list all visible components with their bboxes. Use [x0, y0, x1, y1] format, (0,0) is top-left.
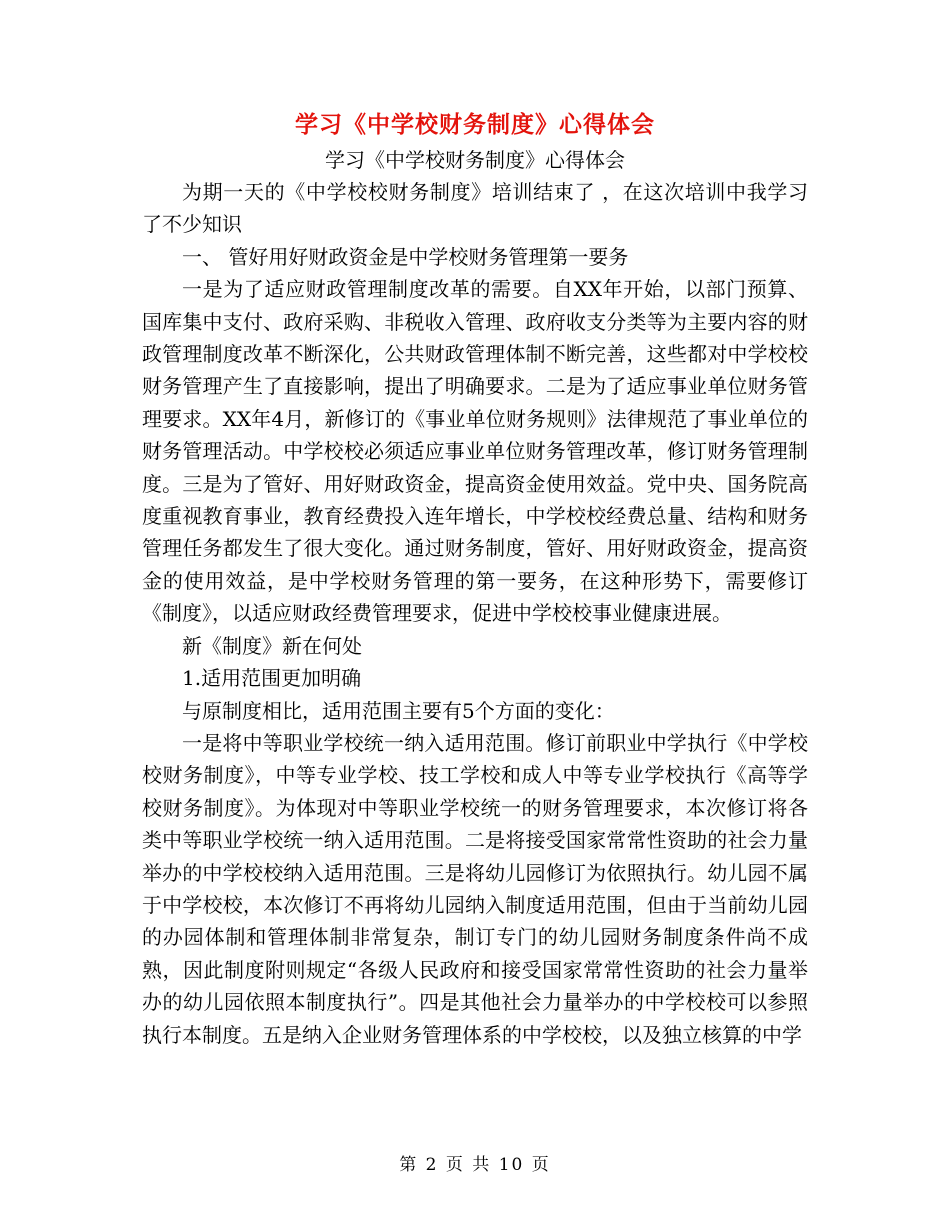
paragraph: 一是为了适应财政管理制度改革的需要。自XX年开始，以部门预算、国库集中支付、政府采购、非税收入管理、政府收支分类等为主要内容的财政管理制度改革不断深化，公共财政管理体制不断完善，这些都对中学校校财务管理产生了直接影响，提出了明确要求。二是为了适应事业单位财务管理要求。XX年4月，新修订的《事业单位财务规则》法律规范了事业单位的财务管理活动。中学校校必须适应事业单位财务管理改革，修订财务管理制度。三是为了管好、用好财政资金，提高资金使用效益。党中央、国务院高度重视教育事业，教育经费投入连年增长，中学校校经费总量、结构和财务管理任务都发生了很大变化。通过财务制度，管好、用好财政资金，提高资金的使用效益，是中学校财务管理的第一要务，在这种形势下，需要修订《制度》，以适应财政经费管理要求，促进中学校校事业健康进展。: [142, 277, 808, 626]
page-number-footer: 第 2 页 共 10 页: [399, 1155, 551, 1175]
paragraph: 与原制度相比，适用范围主要有5个方面的变化：: [182, 698, 615, 723]
subsection-heading: 1.适用范围更加明确: [182, 666, 362, 691]
paragraph: 一是将中等职业学校统一纳入适用范围。修订前职业中学执行《中学校校财务制度》，中等专业学校、技工学校和成人中等专业学校执行《高等学校财务制度》。为体现对中等职业学校统一的财务管理要求，本次修订将各类中等职业学校统一纳入适用范围。二是将接受国家常常性资助的社会力量举办的中学校校纳入适用范围。三是将幼儿园修订为依照执行。幼儿园不属于中学校校，本次修订不再将幼儿园纳入制度适用范围，但由于当前幼儿园的办园体制和管理体制非常复杂，制订专门的幼儿园财务制度条件尚不成熟，因此制度附则规定“各级人民政府和接受国家常常性资助的社会力量举办的幼儿园依照本制度执行”。四是其他社会力量举办的中学校校可以参照执行本制度。五是纳入企业财务管理体系的中学校校，以及独立核算的中学: [142, 730, 808, 1047]
document-page: [142, 108, 808, 1051]
document-subtitle: 学习《中学校财务制度》心得体会: [325, 148, 625, 172]
paragraph: 为期一天的《中学校校财务制度》培训结束了 ，在这次培训中我学习了不少知识: [142, 180, 808, 237]
document-title: 学习《中学校财务制度》心得体会: [295, 111, 655, 138]
section-heading: 一、 管好用好财政资金是中学校财务管理第一要务: [182, 244, 629, 269]
section-heading: 新《制度》新在何处: [182, 633, 362, 658]
